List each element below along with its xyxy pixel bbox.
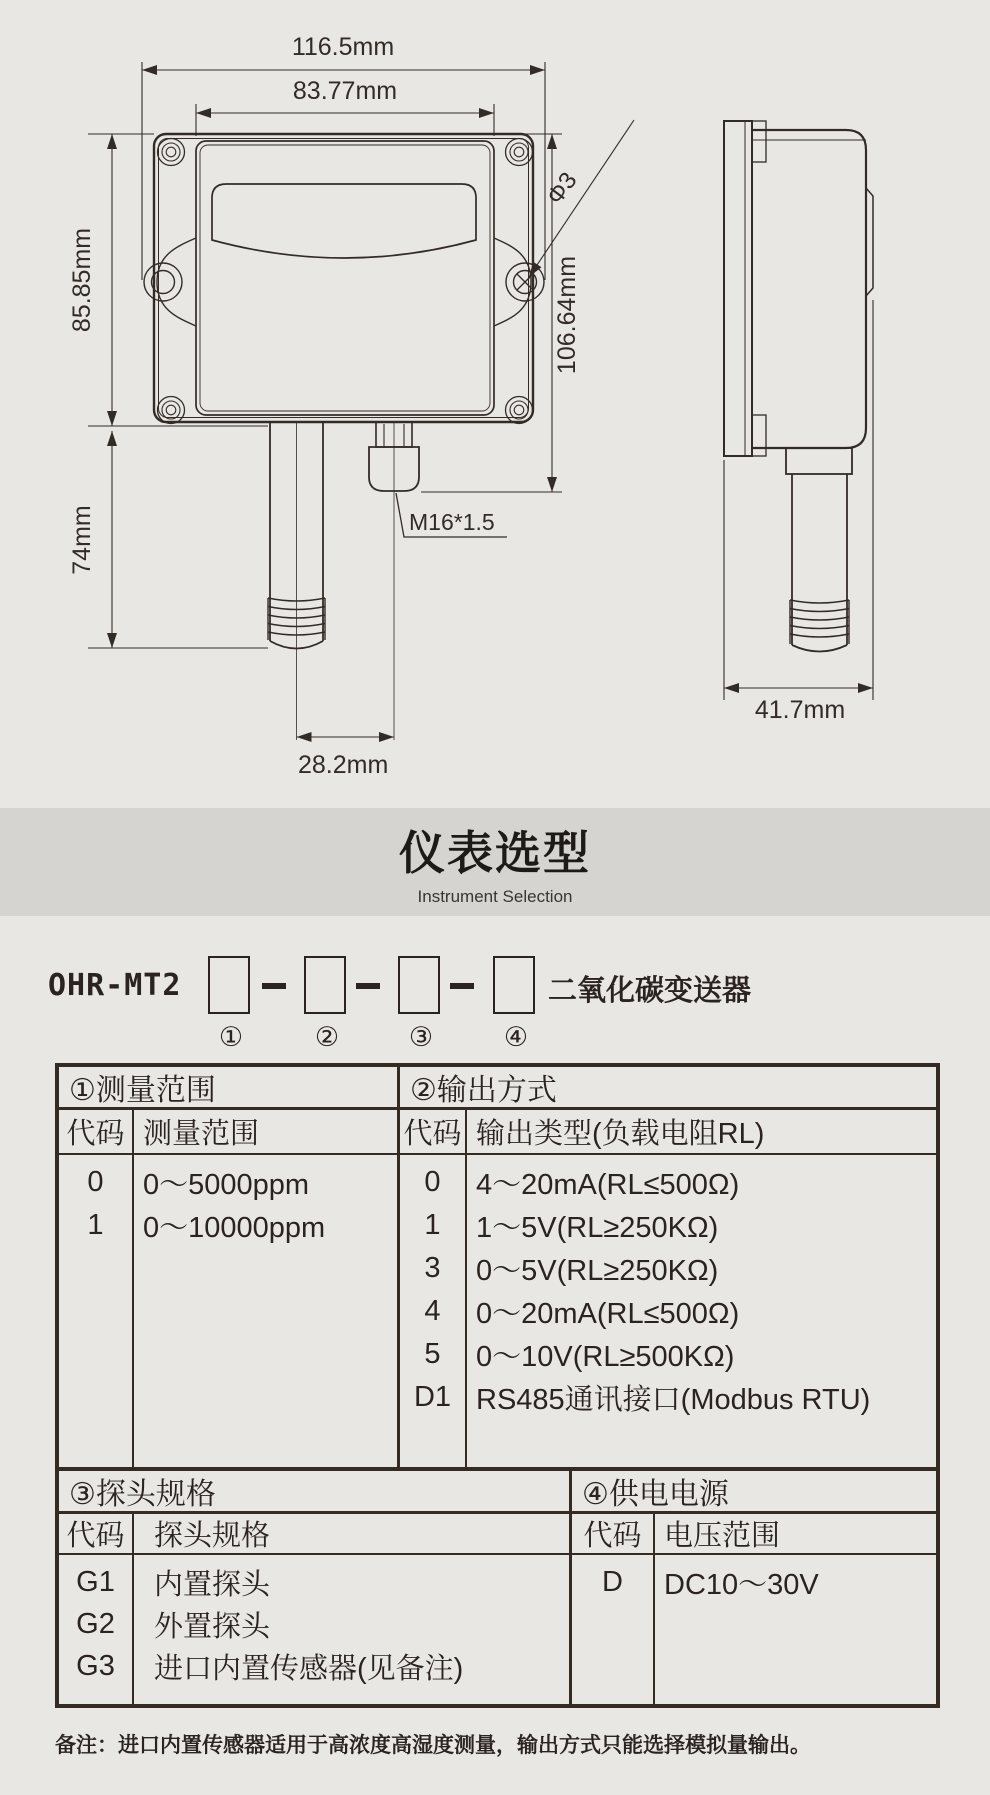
output-value-header: 输出类型(负载电阻RL) xyxy=(467,1110,936,1155)
table-cell xyxy=(400,1376,465,1419)
output-value: 1～5V(RL≥250KΩ) xyxy=(476,1212,719,1244)
probe-code: G2 xyxy=(76,1607,115,1640)
front-probe xyxy=(268,422,325,740)
table-cell xyxy=(59,1645,132,1687)
model-code-box-2 xyxy=(304,956,346,1014)
dim-height-body: 85.85mm xyxy=(68,227,96,333)
lower-section-header-row xyxy=(59,1471,936,1514)
model-code-box-3 xyxy=(398,956,440,1014)
power-section-header: ④供电电源 xyxy=(572,1471,936,1514)
probe-code: G3 xyxy=(76,1649,115,1682)
output-code: 0 xyxy=(424,1166,441,1198)
range-value-column xyxy=(134,1155,400,1467)
dim-width-total: 116.5mm xyxy=(291,33,395,61)
probe-code-column xyxy=(59,1555,134,1704)
dim-probe-offset: 28.2mm xyxy=(298,751,389,779)
table-cell xyxy=(400,1204,465,1247)
instrument-selection xyxy=(0,916,990,1795)
dim-depth: 41.7mm xyxy=(754,696,846,724)
table-cell xyxy=(467,1204,936,1247)
output-code: 3 xyxy=(424,1252,441,1284)
probe-code-header: 代码 xyxy=(59,1514,134,1555)
side-view xyxy=(724,121,873,724)
dim-hole-dia: Φ3 xyxy=(541,167,583,210)
range-code-header: 代码 xyxy=(59,1110,134,1155)
table-cell xyxy=(134,1204,397,1247)
lower-data-area xyxy=(59,1555,936,1704)
range-value: 0～10000ppm xyxy=(143,1212,326,1244)
dim-width-inner: 83.77mm xyxy=(292,77,398,105)
power-code: D xyxy=(602,1565,623,1598)
output-value: 0～20mA(RL≤500Ω) xyxy=(476,1298,740,1330)
dash-separator xyxy=(356,983,380,989)
section-title-en: Instrument Selection xyxy=(417,887,573,906)
model-code-line xyxy=(48,954,948,1066)
table-cell xyxy=(400,1161,465,1204)
output-value: 0～5V(RL≥250KΩ) xyxy=(476,1255,719,1287)
section-title-zh: 仪表选型 xyxy=(399,827,591,879)
side-dimensions xyxy=(724,300,873,700)
dim-gland-thread: M16*1.5 xyxy=(409,509,495,535)
table-cell xyxy=(655,1561,936,1603)
model-code-box-4 xyxy=(493,956,535,1014)
power-value: DC10～30V xyxy=(664,1568,819,1601)
probe-value: 外置探头 xyxy=(154,1610,271,1643)
dash-separator xyxy=(450,983,474,989)
range-code: 1 xyxy=(87,1209,104,1241)
table-cell xyxy=(400,1247,465,1290)
table-cell xyxy=(134,1561,569,1603)
cable-gland xyxy=(369,422,419,740)
range-value-header: 测量范围 xyxy=(134,1110,400,1155)
front-view xyxy=(68,33,634,779)
dim-height-total: 106.64mm xyxy=(553,255,581,375)
output-code-column xyxy=(400,1155,467,1467)
probe-code: G1 xyxy=(76,1565,115,1598)
table-cell xyxy=(467,1247,936,1290)
upper-column-header-row xyxy=(59,1110,936,1155)
output-value: 4～20mA(RL≤500Ω) xyxy=(476,1169,740,1201)
output-code: D1 xyxy=(413,1381,452,1413)
dash-separator xyxy=(262,983,286,989)
table-cell xyxy=(400,1290,465,1333)
output-value-column xyxy=(467,1155,936,1467)
table-cell xyxy=(134,1645,569,1687)
power-value-column xyxy=(655,1555,936,1704)
table-cell xyxy=(467,1290,936,1333)
upper-section-header-row xyxy=(59,1067,936,1110)
dim-probe-length: 74mm xyxy=(68,505,96,575)
upper-data-area xyxy=(59,1155,936,1471)
table-cell xyxy=(134,1161,397,1204)
selection-table xyxy=(55,1063,940,1708)
probe-value: 进口内置传感器(见备注) xyxy=(154,1652,464,1685)
position-marker-1: ① xyxy=(218,1022,244,1052)
output-section-header: ②输出方式 xyxy=(400,1067,936,1110)
output-code: 4 xyxy=(424,1295,441,1327)
front-dimensions xyxy=(88,62,634,737)
power-value-header: 电压范围 xyxy=(655,1514,936,1555)
model-code-box-1 xyxy=(208,956,250,1014)
table-cell xyxy=(59,1204,132,1247)
footnote: 备注：进口内置传感器适用于高浓度高湿度测量，输出方式只能选择模拟量输出。 xyxy=(55,1734,811,1757)
model-prefix: OHR-MT2 xyxy=(48,968,182,1003)
position-marker-3: ③ xyxy=(408,1022,434,1052)
position-marker-2: ② xyxy=(314,1022,340,1052)
mounting-holes xyxy=(144,139,544,424)
power-code-column xyxy=(572,1555,655,1704)
dimension-drawings xyxy=(0,0,990,808)
table-cell xyxy=(467,1376,936,1419)
range-section-header: ①测量范围 xyxy=(59,1067,400,1110)
output-code: 1 xyxy=(424,1209,441,1241)
technical-drawing xyxy=(0,0,990,808)
output-value: 0～10V(RL≥500KΩ) xyxy=(476,1341,735,1373)
lower-column-header-row xyxy=(59,1514,936,1555)
table-cell xyxy=(467,1161,936,1204)
range-value: 0～5000ppm xyxy=(143,1169,310,1201)
table-cell xyxy=(134,1603,569,1645)
table-cell xyxy=(467,1333,936,1376)
table-cell xyxy=(572,1561,653,1603)
power-code-header: 代码 xyxy=(572,1514,655,1555)
section-title-band xyxy=(0,808,990,916)
range-code: 0 xyxy=(87,1166,104,1198)
probe-section-header: ③探头规格 xyxy=(59,1471,572,1514)
probe-value-header: 探头规格 xyxy=(134,1514,572,1555)
output-code: 5 xyxy=(424,1338,441,1370)
output-value: RS485通讯接口(Modbus RTU) xyxy=(476,1384,871,1416)
range-code-column xyxy=(59,1155,134,1467)
table-cell xyxy=(59,1561,132,1603)
side-probe xyxy=(786,448,852,652)
position-marker-4: ④ xyxy=(503,1022,529,1052)
table-cell xyxy=(59,1161,132,1204)
probe-value: 内置探头 xyxy=(154,1568,271,1601)
model-suffix: 二氧化碳变送器 xyxy=(548,975,752,1007)
table-cell xyxy=(59,1603,132,1645)
probe-value-column xyxy=(134,1555,572,1704)
table-cell xyxy=(400,1333,465,1376)
output-code-header: 代码 xyxy=(400,1110,467,1155)
